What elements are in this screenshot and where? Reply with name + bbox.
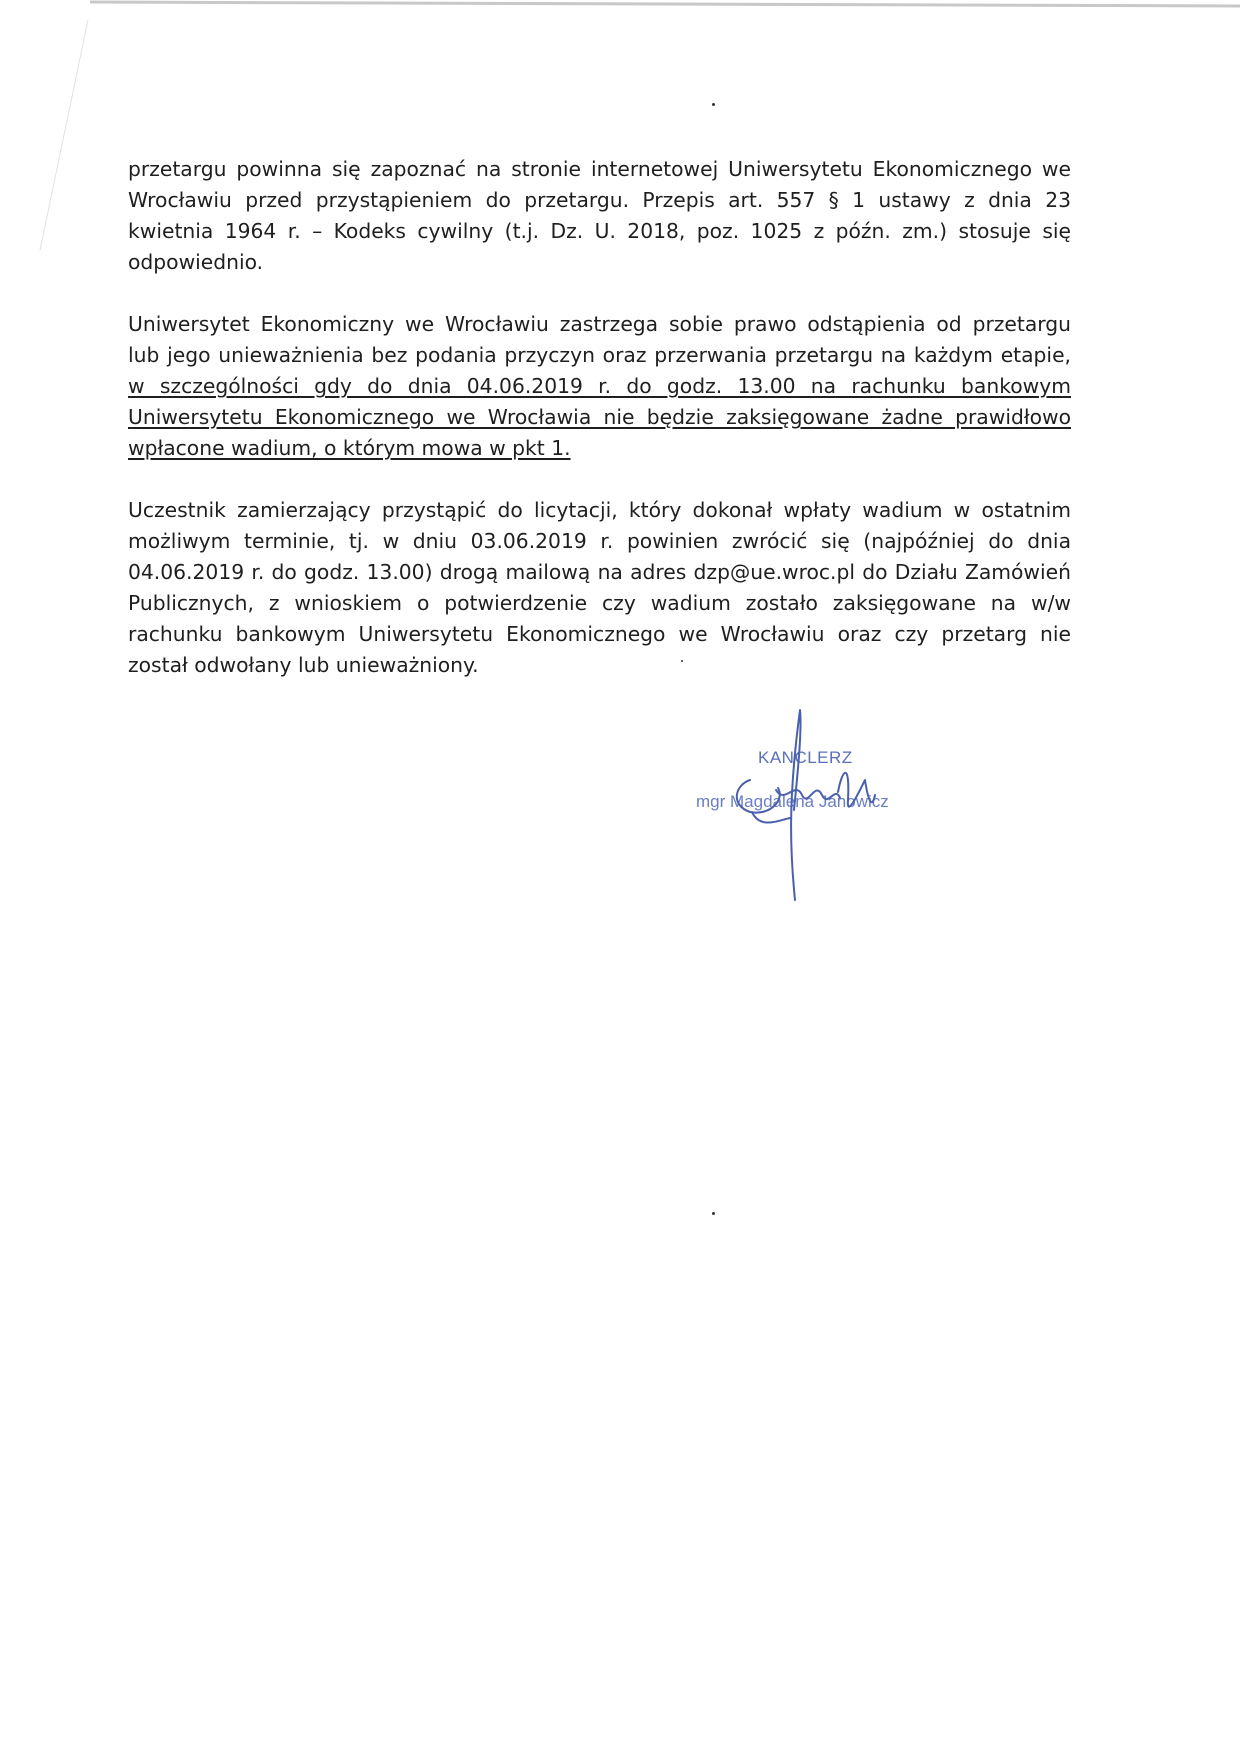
text-line: Uczestnik zamierzający przystąpić do licytacji, który dokonał wpłaty wadium w ostatnim [128,498,1071,522]
text-line: możliwym terminie, tj. w dniu 03.06.2019 r. powinien zwrócić się (najpóźniej do dnia [128,529,1071,553]
text-line: Uniwersytet Ekonomiczny we Wrocławiu zastrzega sobie prawo odstąpienia od przetargu [128,312,1071,336]
text-line: 04.06.2019 r. do godz. 13.00) drogą mailową na adres dzp@ue.wroc.pl do Działu Zamówień [128,560,1071,584]
text-line: rachunku bankowym Uniwersytetu Ekonomicznego we Wrocławiu oraz czy przetarg nie [128,622,1071,646]
handwritten-signature [690,700,950,920]
stamp-name: mgr Magdalena Janowicz [696,792,889,811]
paragraph-withdrawal-right [128,309,1071,464]
text-line: został odwołany lub unieważniony. [128,653,479,677]
text-line: lub jego unieważnienia bez podania przyczyn oraz przerwania przetargu na każdym etapie, [128,343,1071,367]
paragraph-participant-instructions [128,495,1071,681]
text-line: odpowiednio. [128,250,264,274]
paragraph-tender-info [128,154,1071,278]
underlined-text-line: Uniwersytetu Ekonomicznego we Wrocławia nie będzie zaksięgowane żadne prawidłowo [128,405,1071,429]
text-line: Wrocławiu przed przystąpieniem do przetargu. Przepis art. 557 § 1 ustawy z dnia 23 [128,188,1071,212]
chancellor-stamp [690,700,950,920]
scan-speck [712,1212,715,1215]
text-line: przetargu powinna się zapoznać na stronie internetowej Uniwersytetu Ekonomicznego we [128,157,1071,181]
text-line: Publicznych, z wnioskiem o potwierdzenie czy wadium zostało zaksięgowane na w/w [128,591,1071,615]
document-body [128,154,1071,712]
underlined-text-line: w szczególności gdy do dnia 04.06.2019 r. do godz. 13.00 na rachunku bankowym [128,374,1071,398]
stamp-title: KANCLERZ [758,748,853,767]
text-line: kwietnia 1964 r. – Kodeks cywilny (t.j. Dz. U. 2018, poz. 1025 z późn. zm.) stosuje się [128,219,1071,243]
scan-speck [712,103,715,106]
underlined-text-line: wpłacone wadium, o którym mowa w pkt 1. [128,436,571,460]
